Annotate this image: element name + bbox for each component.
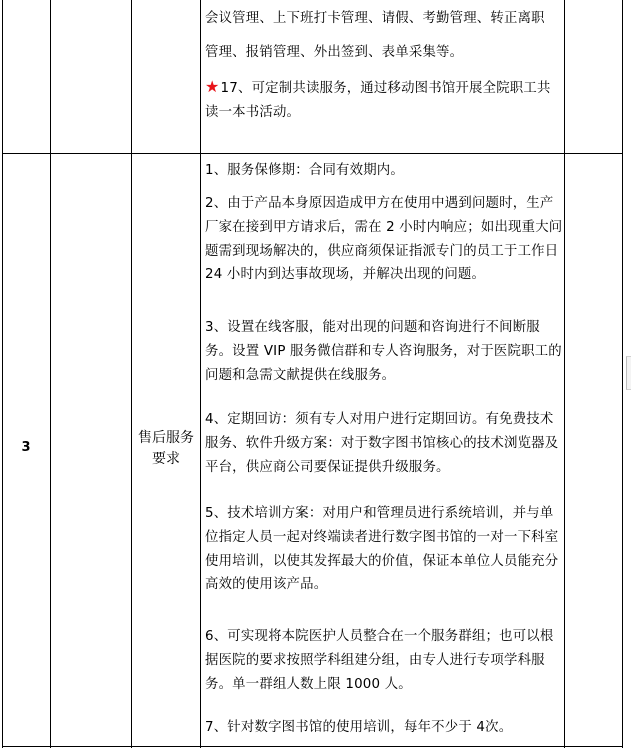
table-border-left [2,0,3,748]
table-border-right [622,0,623,748]
service-item-5: 5、技术培训方案：对用户和管理员进行系统培训，并与单位指定人员一起对终端读者进行数字图书馆的一对一下科室使用培训，以使其发挥最大的价值，保证本单位人员能充分高效的使用该产品。 [205,506,559,593]
prev-row-item-17 [205,75,563,125]
service-item-7: 7、针对数字图书馆的使用培训，每年不少于 4次。 [205,720,513,735]
row-number: 3 [21,440,31,455]
prev-row-line-1: 会议管理、上下班打卡管理、请假、考勤管理、转正离职 [205,11,545,26]
row-divider [2,153,623,154]
prev-row-line-2: 管理、报销管理、外出签到、表单采集等。 [205,45,464,60]
service-item-1: 1、服务保修期：合同有效期内。 [205,163,404,178]
table-bottom-border [2,746,623,747]
red-star-icon: ★ [205,77,220,96]
table-border-col4 [564,0,565,748]
service-item-3: 3、设置在线客服，能对出现的问题和咨询进行不间断服务。设置 VIP 服务微信群和专人咨询服务，对于医院职工的问题和急需文献提供在线服务。 [205,320,562,383]
scrollbar-thumb[interactable] [626,356,631,390]
table-border-col1 [50,0,51,748]
service-item-4: 4、定期回访：须有专人对用户进行定期回访。有免费技术服务、软件升级方案：对于数字图书馆核心的技术浏览器及平台，供应商公司要保证提供升级服务。 [205,412,559,475]
service-item-6: 6、可实现将本院医护人员整合在一个服务群组；也可以根据医院的要求按照学科组建分组，由专人进行专项学科服务。单一群组人数上限 1000 人。 [205,629,554,692]
category-cell: 售后服务要求 [138,430,194,467]
table-border-col3 [200,0,201,748]
table-border-col2 [131,0,132,748]
service-item-2: 2、由于产品本身原因造成甲方在使用中遇到问题时，生产厂家在接到甲方请求后，需在 2 小时内响应；如出现重大问题需到现场解决的，供应商须保证指派专门的员工于工作日 24 小时内到达事故现场，并解决出现的问题。 [205,196,563,283]
item-17-text: 17、可定制共读服务，通过移动图书馆开展全院职工共读一本书活动。 [205,81,551,120]
